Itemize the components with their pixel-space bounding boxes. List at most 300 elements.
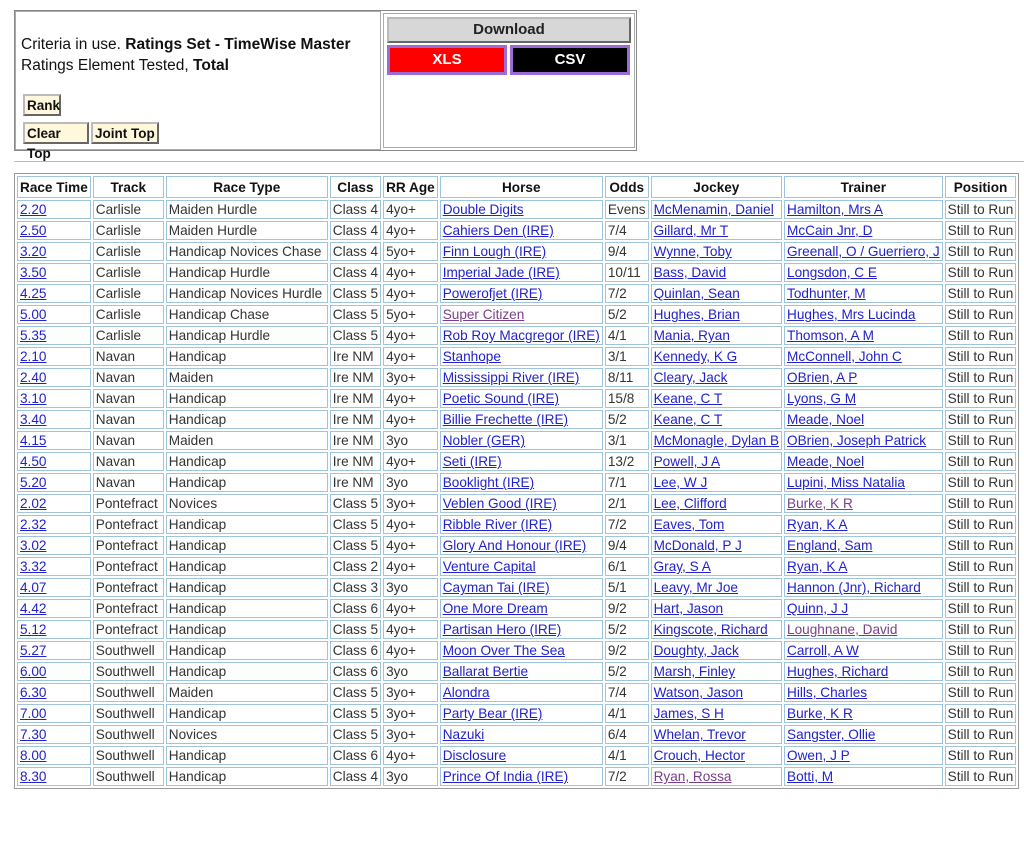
cell-race-type: Maiden Hurdle xyxy=(166,200,328,219)
rank-button[interactable]: Rank xyxy=(23,94,61,116)
cell-odds: 5/1 xyxy=(605,578,649,597)
race-time-link[interactable]: 5.35 xyxy=(20,328,47,343)
cell-odds: 3/1 xyxy=(605,431,649,450)
joint-top-button[interactable]: Joint Top xyxy=(91,122,159,144)
cell-trainer xyxy=(784,662,943,681)
table-row xyxy=(17,494,1016,513)
cell-jockey xyxy=(651,431,782,450)
jockey-link[interactable]: Powell, J A xyxy=(653,454,721,469)
jockey-link[interactable]: Doughty, Jack xyxy=(653,643,739,658)
trainer-link[interactable]: Burke, K R xyxy=(787,706,853,721)
cell-horse xyxy=(440,452,603,471)
download-box xyxy=(383,13,635,148)
cell-track: Carlisle xyxy=(93,305,164,324)
results-table xyxy=(14,173,1019,789)
horse-link[interactable]: Finn Lough (IRE) xyxy=(442,244,547,259)
cell-rr-age: 3yo xyxy=(383,431,438,450)
trainer-link[interactable]: Sangster, Ollie xyxy=(787,727,876,742)
cell-race-type: Handicap xyxy=(166,452,328,471)
cell-race-type: Maiden xyxy=(166,683,328,702)
cell-race-time xyxy=(17,326,91,345)
trainer-link[interactable]: Thomson, A M xyxy=(787,328,874,343)
trainer-link[interactable]: Meade, Noel xyxy=(787,454,865,469)
cell-odds: 5/2 xyxy=(605,662,649,681)
cell-odds: 4/1 xyxy=(605,326,649,345)
jockey-link[interactable]: Hughes, Brian xyxy=(653,307,740,322)
cell-trainer xyxy=(784,368,943,387)
table-row xyxy=(17,221,1016,240)
cell-odds: 6/1 xyxy=(605,557,649,576)
cell-track: Navan xyxy=(93,410,164,429)
jockey-link[interactable]: Lee, W J xyxy=(653,475,708,490)
race-time-link[interactable]: 4.42 xyxy=(20,601,47,616)
horse-link[interactable]: Cayman Tai (IRE) xyxy=(442,580,550,595)
trainer-link[interactable]: England, Sam xyxy=(787,538,873,553)
cell-jockey xyxy=(651,557,782,576)
trainer-link[interactable]: Botti, M xyxy=(787,769,834,784)
cell-race-type: Handicap Novices Chase xyxy=(166,242,328,261)
table-row xyxy=(17,347,1016,366)
cell-trainer xyxy=(784,767,943,786)
trainer-link[interactable]: Hamilton, Mrs A xyxy=(787,202,883,217)
horse-link[interactable]: Ballarat Bertie xyxy=(442,664,529,679)
criteria-line xyxy=(21,36,351,54)
horse-link[interactable]: Stanhope xyxy=(442,349,501,364)
cell-class: Ire NM xyxy=(330,389,381,408)
cell-trainer xyxy=(784,389,943,408)
cell-trainer xyxy=(784,410,943,429)
clear-top-button[interactable]: Clear Top xyxy=(23,122,89,144)
race-time-link[interactable]: 7.30 xyxy=(20,727,47,742)
cell-odds: 7/1 xyxy=(605,473,649,492)
cell-rr-age: 4yo+ xyxy=(383,641,438,660)
cell-trainer xyxy=(784,557,943,576)
cell-jockey xyxy=(651,452,782,471)
table-row xyxy=(17,368,1016,387)
cell-race-time xyxy=(17,725,91,744)
cell-class: Class 5 xyxy=(330,725,381,744)
cell-position: Still to Run xyxy=(945,536,1017,555)
race-time-link[interactable]: 5.00 xyxy=(20,307,47,322)
jockey-link[interactable]: Ryan, Rossa xyxy=(653,769,732,784)
race-time-link[interactable]: 2.02 xyxy=(20,496,47,511)
cell-jockey xyxy=(651,683,782,702)
trainer-link[interactable]: Lyons, G M xyxy=(787,391,857,406)
cell-odds: 9/2 xyxy=(605,641,649,660)
trainer-link[interactable]: McConnell, John C xyxy=(787,349,902,364)
trainer-link[interactable]: Owen, J P xyxy=(787,748,850,763)
table-row xyxy=(17,746,1016,765)
cell-track: Navan xyxy=(93,347,164,366)
race-time-link[interactable]: 2.32 xyxy=(20,517,47,532)
cell-race-type: Handicap xyxy=(166,641,328,660)
cell-class: Class 5 xyxy=(330,683,381,702)
cell-race-type: Handicap xyxy=(166,599,328,618)
cell-race-type: Maiden xyxy=(166,431,328,450)
jockey-link[interactable]: Keane, C T xyxy=(653,391,723,406)
cell-class: Ire NM xyxy=(330,473,381,492)
cell-odds: 10/11 xyxy=(605,263,649,282)
race-time-link[interactable]: 3.50 xyxy=(20,265,47,280)
jockey-link[interactable]: Lee, Clifford xyxy=(653,496,727,511)
cell-jockey xyxy=(651,725,782,744)
cell-class: Class 2 xyxy=(330,557,381,576)
cell-class: Class 4 xyxy=(330,263,381,282)
jockey-link[interactable]: Eaves, Tom xyxy=(653,517,725,532)
jockey-link[interactable]: Quinlan, Sean xyxy=(653,286,740,301)
cell-jockey xyxy=(651,389,782,408)
table-row xyxy=(17,620,1016,639)
trainer-link[interactable]: Greenall, O / Guerriero, J xyxy=(787,244,940,259)
cell-race-time xyxy=(17,200,91,219)
trainer-link[interactable]: Quinn, J J xyxy=(787,601,849,616)
cell-trainer xyxy=(784,494,943,513)
cell-horse xyxy=(440,725,603,744)
cell-position: Still to Run xyxy=(945,620,1017,639)
cell-odds: 5/2 xyxy=(605,305,649,324)
cell-class: Class 6 xyxy=(330,662,381,681)
cell-position: Still to Run xyxy=(945,242,1017,261)
cell-jockey xyxy=(651,536,782,555)
cell-rr-age: 3yo+ xyxy=(383,683,438,702)
cell-position: Still to Run xyxy=(945,305,1017,324)
cell-track: Navan xyxy=(93,389,164,408)
cell-race-type: Novices xyxy=(166,494,328,513)
table-row xyxy=(17,599,1016,618)
cell-track: Southwell xyxy=(93,683,164,702)
cell-race-type: Handicap Chase xyxy=(166,305,328,324)
cell-horse xyxy=(440,746,603,765)
table-row xyxy=(17,284,1016,303)
cell-race-type: Handicap xyxy=(166,578,328,597)
jockey-link[interactable]: McMenamin, Daniel xyxy=(653,202,774,217)
race-time-link[interactable]: 2.20 xyxy=(20,202,47,217)
column-header-rr-age: RR Age xyxy=(383,176,438,198)
cell-class: Ire NM xyxy=(330,431,381,450)
trainer-link[interactable]: Todhunter, M xyxy=(787,286,866,301)
cell-position: Still to Run xyxy=(945,200,1017,219)
race-time-link[interactable]: 3.10 xyxy=(20,391,47,406)
cell-position: Still to Run xyxy=(945,746,1017,765)
cell-track: Southwell xyxy=(93,746,164,765)
cell-position: Still to Run xyxy=(945,662,1017,681)
table-row xyxy=(17,410,1016,429)
horse-link[interactable]: Poetic Sound (IRE) xyxy=(442,391,560,406)
horse-link[interactable]: Booklight (IRE) xyxy=(442,475,535,490)
horse-link[interactable]: Nobler (GER) xyxy=(442,433,526,448)
jockey-link[interactable]: Marsh, Finley xyxy=(653,664,736,679)
cell-jockey xyxy=(651,746,782,765)
cell-track: Pontefract xyxy=(93,536,164,555)
horse-link[interactable]: Super Citizen xyxy=(442,307,525,322)
cell-class: Class 6 xyxy=(330,641,381,660)
cell-odds: 7/4 xyxy=(605,683,649,702)
horse-link[interactable]: Partisan Hero (IRE) xyxy=(442,622,562,637)
cell-rr-age: 4yo+ xyxy=(383,347,438,366)
cell-rr-age: 4yo+ xyxy=(383,389,438,408)
cell-class: Ire NM xyxy=(330,410,381,429)
table-row xyxy=(17,326,1016,345)
cell-horse xyxy=(440,410,603,429)
column-header-race-time: Race Time xyxy=(17,176,91,198)
cell-odds: 7/4 xyxy=(605,221,649,240)
cell-jockey xyxy=(651,578,782,597)
cell-horse xyxy=(440,326,603,345)
table-row xyxy=(17,515,1016,534)
horse-link[interactable]: Nazuki xyxy=(442,727,485,742)
cell-odds: 9/4 xyxy=(605,536,649,555)
trainer-link[interactable]: Burke, K R xyxy=(787,496,853,511)
horse-link[interactable]: Double Digits xyxy=(442,202,524,217)
horse-link[interactable]: Cahiers Den (IRE) xyxy=(442,223,554,238)
cell-race-type: Handicap xyxy=(166,515,328,534)
cell-race-type: Handicap xyxy=(166,557,328,576)
race-time-link[interactable]: 3.02 xyxy=(20,538,47,553)
cell-track: Carlisle xyxy=(93,284,164,303)
table-row xyxy=(17,767,1016,786)
race-time-link[interactable]: 6.30 xyxy=(20,685,47,700)
cell-race-type: Handicap xyxy=(166,620,328,639)
race-time-link[interactable]: 2.50 xyxy=(20,223,47,238)
cell-track: Carlisle xyxy=(93,263,164,282)
race-time-link[interactable]: 5.12 xyxy=(20,622,47,637)
cell-class: Class 5 xyxy=(330,284,381,303)
cell-race-type: Handicap xyxy=(166,662,328,681)
jockey-link[interactable]: Watson, Jason xyxy=(653,685,744,700)
cell-rr-age: 4yo+ xyxy=(383,746,438,765)
cell-race-type: Handicap Hurdle xyxy=(166,263,328,282)
cell-trainer xyxy=(784,347,943,366)
trainer-link[interactable]: Hughes, Mrs Lucinda xyxy=(787,307,916,322)
cell-position: Still to Run xyxy=(945,347,1017,366)
trainer-link[interactable]: Ryan, K A xyxy=(787,559,848,574)
race-time-link[interactable]: 3.40 xyxy=(20,412,47,427)
table-row xyxy=(17,704,1016,723)
jockey-link[interactable]: McMonagle, Dylan B xyxy=(653,433,780,448)
jockey-link[interactable]: Leavy, Mr Joe xyxy=(653,580,738,595)
cell-race-time xyxy=(17,263,91,282)
trainer-link[interactable]: McCain Jnr, D xyxy=(787,223,873,238)
cell-odds: 7/2 xyxy=(605,284,649,303)
column-header-trainer: Trainer xyxy=(784,176,943,198)
cell-odds: 9/2 xyxy=(605,599,649,618)
cell-trainer xyxy=(784,263,943,282)
cell-race-time xyxy=(17,515,91,534)
cell-track: Navan xyxy=(93,368,164,387)
cell-trainer xyxy=(784,683,943,702)
race-time-link[interactable]: 8.30 xyxy=(20,769,47,784)
jockey-link[interactable]: Kingscote, Richard xyxy=(653,622,768,637)
horse-link[interactable]: Disclosure xyxy=(442,748,507,763)
column-header-track: Track xyxy=(93,176,164,198)
jockey-link[interactable]: Whelan, Trevor xyxy=(653,727,746,742)
trainer-link[interactable]: Hills, Charles xyxy=(787,685,868,700)
race-time-link[interactable]: 4.50 xyxy=(20,454,47,469)
trainer-link[interactable]: Carroll, A W xyxy=(787,643,859,658)
race-time-link[interactable]: 6.00 xyxy=(20,664,47,679)
horse-link[interactable]: Powerofjet (IRE) xyxy=(442,286,543,301)
table-row xyxy=(17,557,1016,576)
horse-link[interactable]: Glory And Honour (IRE) xyxy=(442,538,587,553)
trainer-link[interactable]: Loughnane, David xyxy=(787,622,898,637)
cell-rr-age: 3yo xyxy=(383,578,438,597)
horse-link[interactable]: Prince Of India (IRE) xyxy=(442,769,569,784)
horse-link[interactable]: Rob Roy Macgregor (IRE) xyxy=(442,328,600,343)
cell-horse xyxy=(440,494,603,513)
cell-race-time xyxy=(17,620,91,639)
cell-horse xyxy=(440,704,603,723)
race-time-link[interactable]: 5.27 xyxy=(20,643,47,658)
cell-track: Navan xyxy=(93,452,164,471)
jockey-link[interactable]: Crouch, Hector xyxy=(653,748,746,763)
table-row xyxy=(17,683,1016,702)
cell-race-type: Handicap xyxy=(166,767,328,786)
cell-position: Still to Run xyxy=(945,704,1017,723)
csv-download-button[interactable]: CSV xyxy=(510,45,630,75)
cell-odds: 6/4 xyxy=(605,725,649,744)
race-time-link[interactable]: 2.10 xyxy=(20,349,47,364)
cell-trainer xyxy=(784,326,943,345)
trainer-link[interactable]: OBrien, A P xyxy=(787,370,858,385)
cell-trainer xyxy=(784,284,943,303)
trainer-link[interactable]: Hughes, Richard xyxy=(787,664,889,679)
trainer-link[interactable]: Lupini, Miss Natalia xyxy=(787,475,905,490)
race-time-link[interactable]: 5.20 xyxy=(20,475,47,490)
cell-position: Still to Run xyxy=(945,473,1017,492)
cell-trainer xyxy=(784,536,943,555)
trainer-link[interactable]: Ryan, K A xyxy=(787,517,848,532)
cell-race-time xyxy=(17,536,91,555)
race-time-link[interactable]: 7.00 xyxy=(20,706,47,721)
cell-position: Still to Run xyxy=(945,578,1017,597)
cell-race-time xyxy=(17,368,91,387)
horse-link[interactable]: Venture Capital xyxy=(442,559,536,574)
cell-trainer xyxy=(784,725,943,744)
horse-link[interactable]: Veblen Good (IRE) xyxy=(442,496,557,511)
cell-class: Class 5 xyxy=(330,326,381,345)
cell-class: Class 6 xyxy=(330,599,381,618)
race-time-link[interactable]: 4.25 xyxy=(20,286,47,301)
cell-race-time xyxy=(17,473,91,492)
xls-download-button[interactable]: XLS xyxy=(387,45,507,75)
cell-race-type: Maiden xyxy=(166,368,328,387)
table-row xyxy=(17,431,1016,450)
horse-link[interactable]: Billie Frechette (IRE) xyxy=(442,412,569,427)
race-time-link[interactable]: 3.20 xyxy=(20,244,47,259)
horse-link[interactable]: Moon Over The Sea xyxy=(442,643,565,658)
cell-trainer xyxy=(784,431,943,450)
cell-race-type: Maiden Hurdle xyxy=(166,221,328,240)
criteria-box xyxy=(15,11,381,161)
criteria-panel xyxy=(14,10,637,161)
element-tested-line xyxy=(21,57,229,75)
ratings-set-value: Ratings Set - TimeWise Master xyxy=(125,36,351,53)
cell-position: Still to Run xyxy=(945,515,1017,534)
cell-horse xyxy=(440,221,603,240)
jockey-link[interactable]: Mania, Ryan xyxy=(653,328,730,343)
jockey-link[interactable]: Kennedy, K G xyxy=(653,349,738,364)
cell-race-time xyxy=(17,704,91,723)
trainer-link[interactable]: Longsdon, C E xyxy=(787,265,877,280)
race-time-link[interactable]: 3.32 xyxy=(20,559,47,574)
cell-rr-age: 5yo+ xyxy=(383,305,438,324)
cell-trainer xyxy=(784,473,943,492)
cell-position: Still to Run xyxy=(945,683,1017,702)
race-time-link[interactable]: 4.07 xyxy=(20,580,47,595)
cell-race-time xyxy=(17,557,91,576)
table-row xyxy=(17,305,1016,324)
race-time-link[interactable]: 8.00 xyxy=(20,748,47,763)
cell-jockey xyxy=(651,410,782,429)
cell-jockey xyxy=(651,662,782,681)
jockey-link[interactable]: Gillard, Mr T xyxy=(653,223,729,238)
horse-link[interactable]: Seti (IRE) xyxy=(442,454,502,469)
cell-position: Still to Run xyxy=(945,284,1017,303)
cell-track: Pontefract xyxy=(93,557,164,576)
race-time-link[interactable]: 4.15 xyxy=(20,433,47,448)
trainer-link[interactable]: Hannon (Jnr), Richard xyxy=(787,580,921,595)
cell-track: Pontefract xyxy=(93,599,164,618)
jockey-link[interactable]: Hart, Jason xyxy=(653,601,724,616)
table-row xyxy=(17,662,1016,681)
criteria-prefix: Criteria in use. xyxy=(21,36,121,53)
cell-jockey xyxy=(651,494,782,513)
horse-link[interactable]: Imperial Jade (IRE) xyxy=(442,265,560,280)
horse-link[interactable]: Ribble River (IRE) xyxy=(442,517,553,532)
cell-odds: 5/2 xyxy=(605,620,649,639)
horse-link[interactable]: Party Bear (IRE) xyxy=(442,706,543,721)
trainer-link[interactable]: OBrien, Joseph Patrick xyxy=(787,433,927,448)
cell-track: Navan xyxy=(93,473,164,492)
cell-jockey xyxy=(651,200,782,219)
cell-rr-age: 4yo+ xyxy=(383,200,438,219)
table-body xyxy=(17,200,1016,786)
jockey-link[interactable]: Bass, David xyxy=(653,265,727,280)
cell-track: Carlisle xyxy=(93,242,164,261)
jockey-link[interactable]: Cleary, Jack xyxy=(653,370,728,385)
table-row xyxy=(17,242,1016,261)
cell-class: Ire NM xyxy=(330,452,381,471)
cell-race-time xyxy=(17,410,91,429)
jockey-link[interactable]: Gray, S A xyxy=(653,559,711,574)
cell-jockey xyxy=(651,347,782,366)
cell-position: Still to Run xyxy=(945,599,1017,618)
download-title: Download xyxy=(387,17,631,43)
race-time-link[interactable]: 2.40 xyxy=(20,370,47,385)
jockey-link[interactable]: McDonald, P J xyxy=(653,538,742,553)
cell-race-time xyxy=(17,431,91,450)
jockey-link[interactable]: Wynne, Toby xyxy=(653,244,732,259)
cell-track: Pontefract xyxy=(93,620,164,639)
horse-link[interactable]: One More Dream xyxy=(442,601,548,616)
cell-jockey xyxy=(651,599,782,618)
horse-link[interactable]: Alondra xyxy=(442,685,490,700)
cell-rr-age: 3yo xyxy=(383,767,438,786)
cell-rr-age: 4yo+ xyxy=(383,515,438,534)
jockey-link[interactable]: James, S H xyxy=(653,706,724,721)
cell-track: Southwell xyxy=(93,662,164,681)
horse-link[interactable]: Mississippi River (IRE) xyxy=(442,370,580,385)
trainer-link[interactable]: Meade, Noel xyxy=(787,412,865,427)
cell-rr-age: 4yo+ xyxy=(383,536,438,555)
cell-position: Still to Run xyxy=(945,368,1017,387)
cell-race-time xyxy=(17,494,91,513)
jockey-link[interactable]: Keane, C T xyxy=(653,412,723,427)
cell-horse xyxy=(440,368,603,387)
cell-class: Class 4 xyxy=(330,221,381,240)
section-divider xyxy=(14,161,1024,162)
cell-race-type: Handicap xyxy=(166,389,328,408)
